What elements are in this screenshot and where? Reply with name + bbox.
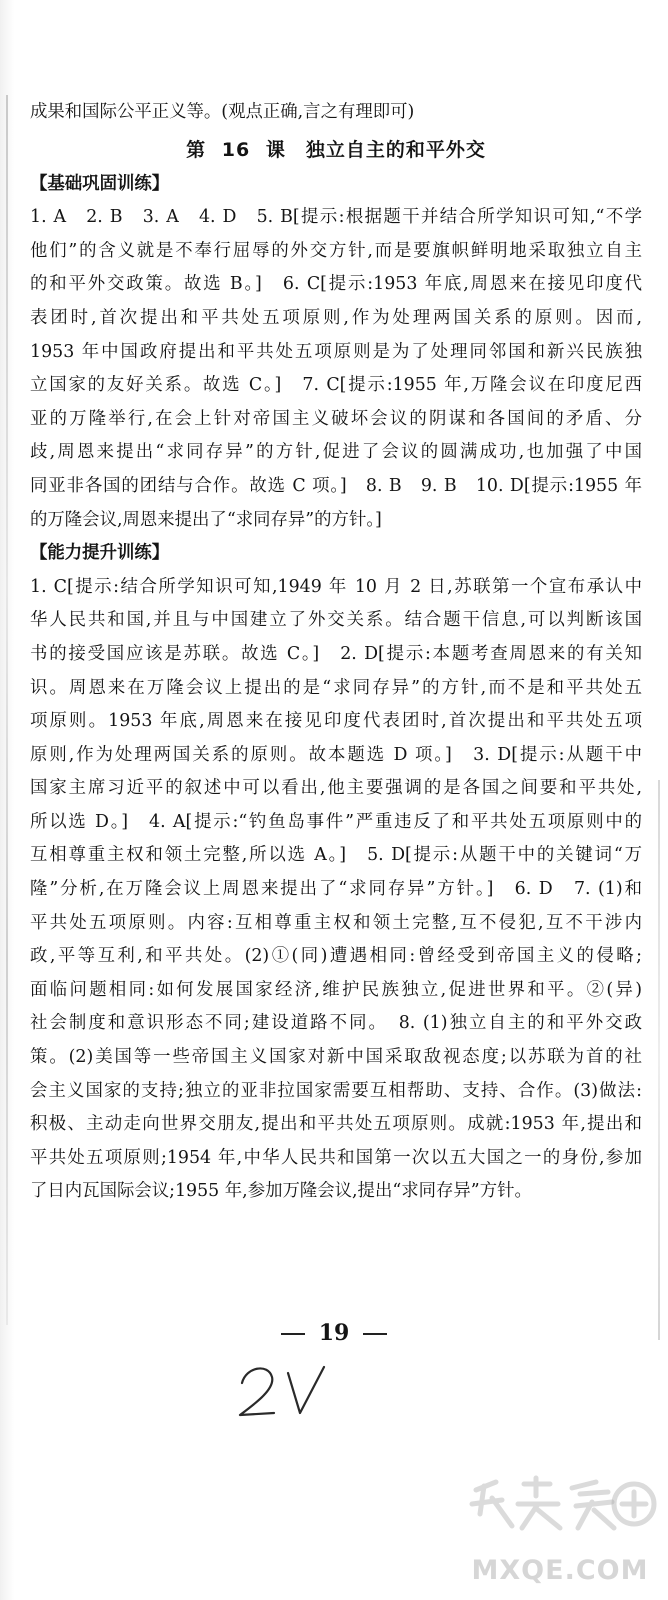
text-line: 项原则。1953 年底,周恩来在接见印度代表团时,首次提出和平共处五项 [30,711,642,732]
text-line: 华人民共和国,并且与中国建立了外交关系。结合题干信息,可以判断该国 [30,610,642,631]
page-number-dash-right [363,1333,387,1335]
watermark-text: MXQE.COM [471,1555,649,1586]
handwritten-page-mark [228,1355,338,1425]
section-basic-body [30,201,642,537]
text-line: 策。(2)美国等一些帝国主义国家对新中国采取敌视态度;以苏联为首的社 [30,1047,642,1068]
text-line: 他们”的含义就是不奉行屈辱的外交方针,而是要旗帜鲜明地采取独立自主 [30,240,642,261]
handwritten-digit-0 [288,1367,324,1413]
lesson-title: 第 16 课 独立自主的和平外交 [186,138,486,161]
text-line: 社会制度和意识形态不同;建设道路不同。 8. (1)独立自主的和平外交政 [30,1013,642,1034]
text-line: 1953 年中国政府提出和平共处五项原则是为了处理同邻国和新兴民族独 [30,341,642,362]
text-line: 互相尊重主权和领土完整,所以选 A。] 5. D[提示:从题干中的关键词“万 [30,845,642,866]
page-number-dash-left [281,1333,305,1335]
text-line: 国家主席习近平的叙述中可以看出,他主要强调的是各国之间要和平共处, [30,778,642,799]
text-line: 政,平等互利,和平共处。(2)①(同)遭遇相同:曾经受到帝国主义的侵略; [30,946,642,967]
text-line: 所以选 D。] 4. A[提示:“钓鱼岛事件”严重违反了和平共处五项原则中的 [30,811,642,832]
text-line: 积极、主动走向世界交朋友,提出和平共处五项原则。成就:1953 年,提出和 [30,1114,642,1135]
text-line: 立国家的友好关系。故选 C。] 7. C[提示:1955 年,万隆会议在印度尼西 [30,375,642,396]
scan-right-edge [658,780,660,1340]
text-line: 面临问题相同:如何发展国家经济,维护民族独立,促进世界和平。②(异) [30,979,642,1000]
text-line: 的万隆会议,周恩来提出了“求同存异”的方针。] [30,509,382,530]
page-number [0,1318,668,1348]
text-line: 表团时,首次提出和平共处五项原则,作为处理两国关系的原则。因而, [30,307,642,328]
text-line: 书的接受国应该是苏联。故选 C。] 2. D[提示:本题考查周恩来的有关知 [30,643,642,664]
handwritten-digit-2 [240,1368,274,1415]
text-line: 了日内瓦国际会议;1955 年,参加万隆会议,提出“求同存异”方针。 [30,1181,532,1202]
text-line: 平共处五项原则;1954 年,中华人民共和国第一次以五大国之一的身份,参加 [30,1147,642,1168]
text-line: 原则,作为处理两国关系的原则。故本题选 D 项。] 3. D[提示:从题干中 [30,744,642,765]
text-line: 平共处五项原则。内容:互相尊重主权和领土完整,互不侵犯,互不干涉内 [30,912,642,933]
text-line: 隆”分析,在万隆会议上周恩来提出了“求同存异”方针。] 6. D 7. (1)和 [30,879,642,900]
scan-binding-edge [6,95,8,1325]
section-heading-advanced: 【能力提升训练】 [30,543,170,564]
text-line: 会主义国家的支持;独立的亚非拉国家需要互相帮助、支持、合作。(3)做法: [30,1080,642,1101]
text-line: 识。周恩来在万隆会议上提出的是“求同存异”的方针,而不是和平共处五 [30,677,642,698]
text-line: 同亚非各国的团结与合作。故选 C 项。] 8. B 9. B 10. D[提示:1955 年 [30,475,642,496]
text-line: 亚的万隆举行,在会上针对帝国主义破坏会议的阴谋和各国间的矛盾、分 [30,408,642,429]
text-line: 1. A 2. B 3. A 4. D 5. B[提示:根据题干并结合所学知识可知,“不学 [30,207,642,228]
page-number-value: 19 [318,1320,350,1346]
text-line: 的和平外交政策。故选 B。] 6. C[提示:1953 年底,周恩来在接见印度代 [30,274,642,295]
section-heading-basic: 【基础巩固训练】 [30,173,170,194]
intro-line: 成果和国际公平正义等。(观点正确,言之有理即可) [30,102,415,122]
section-advanced-body [30,571,642,1209]
text-line: 歧,周恩来提出“求同存异”的方针,促进了会议的圆满成功,也加强了中国 [30,442,642,463]
text-line: 1. C[提示:结合所学知识可知,1949 年 10 月 2 日,苏联第一个宣布承认中 [30,576,642,597]
answer-content [30,96,642,1209]
